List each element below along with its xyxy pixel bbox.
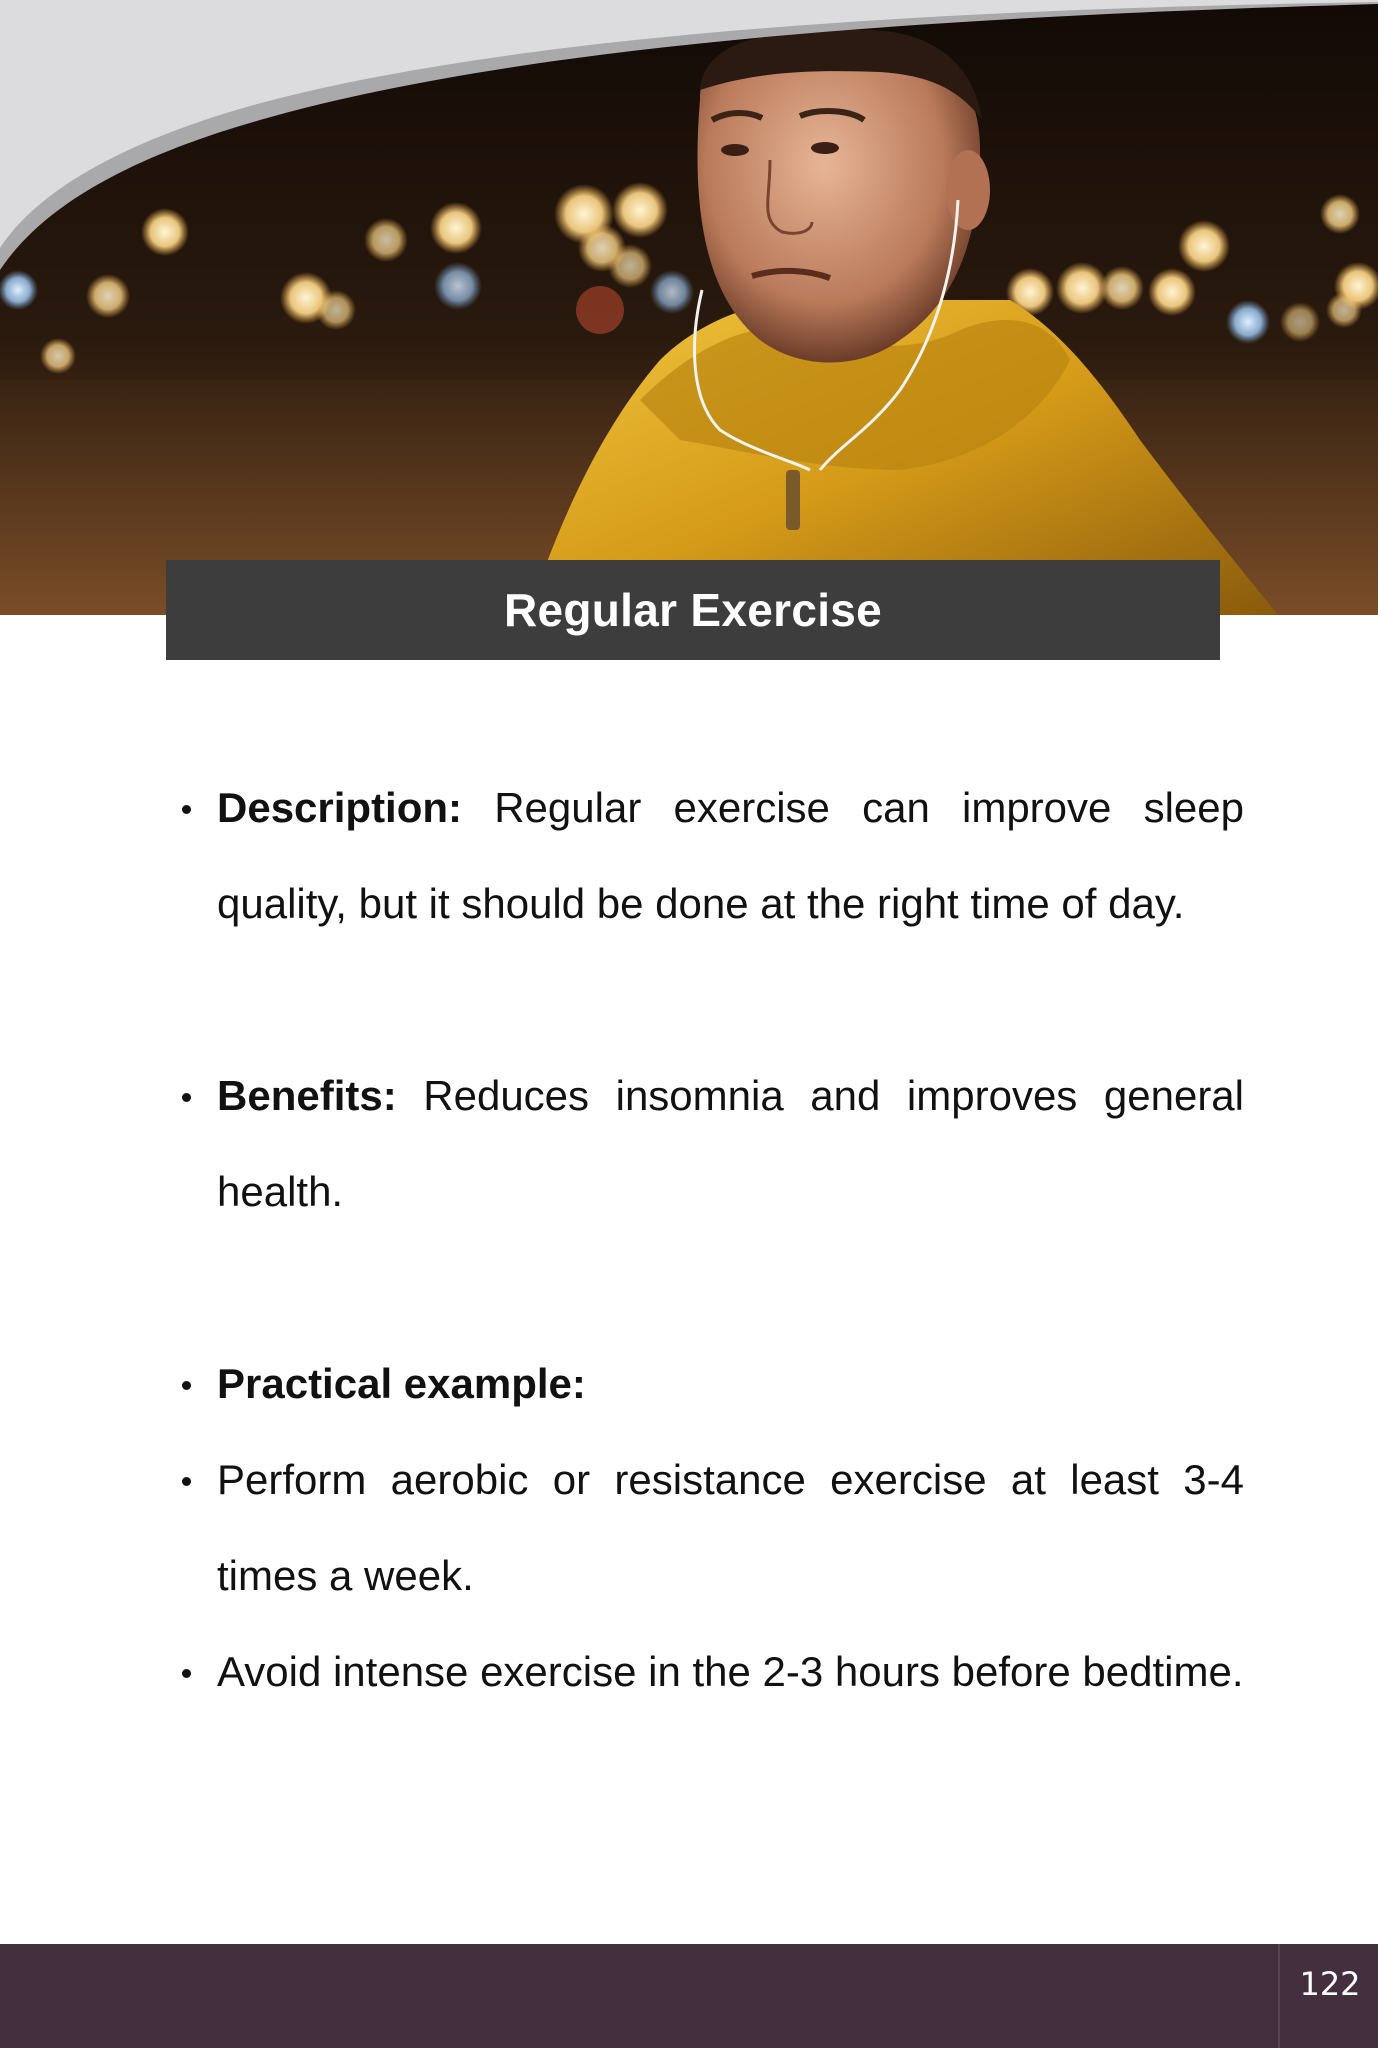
bullet-list — [176, 760, 1244, 1720]
item-text: Reduces insomnia and improves general health. — [217, 1072, 1244, 1215]
list-item — [176, 1048, 1244, 1240]
list-item — [176, 1432, 1244, 1624]
page-title: Regular Exercise — [503, 584, 883, 636]
item-label: Practical example: — [217, 1360, 586, 1407]
footer-divider — [1278, 1944, 1280, 2048]
list-item — [176, 1624, 1244, 1720]
header-photo — [0, 0, 1378, 615]
page-number: 122 — [1299, 1965, 1361, 2003]
item-text: Perform aerobic or resistance exercise at least 3-4 times a week. — [217, 1456, 1244, 1599]
title-banner — [166, 560, 1220, 660]
item-text: Avoid intense exercise in the 2-3 hours before bedtime. — [217, 1648, 1244, 1695]
content-body — [176, 760, 1244, 1720]
list-item — [176, 760, 1244, 952]
page-footer — [0, 1944, 1378, 2048]
list-item — [176, 1336, 1244, 1432]
item-label: Description: — [217, 784, 463, 831]
item-label: Benefits: — [217, 1072, 397, 1119]
item-text: Regular exercise can improve sleep quality, but it should be done at the right time of day. — [217, 784, 1244, 927]
